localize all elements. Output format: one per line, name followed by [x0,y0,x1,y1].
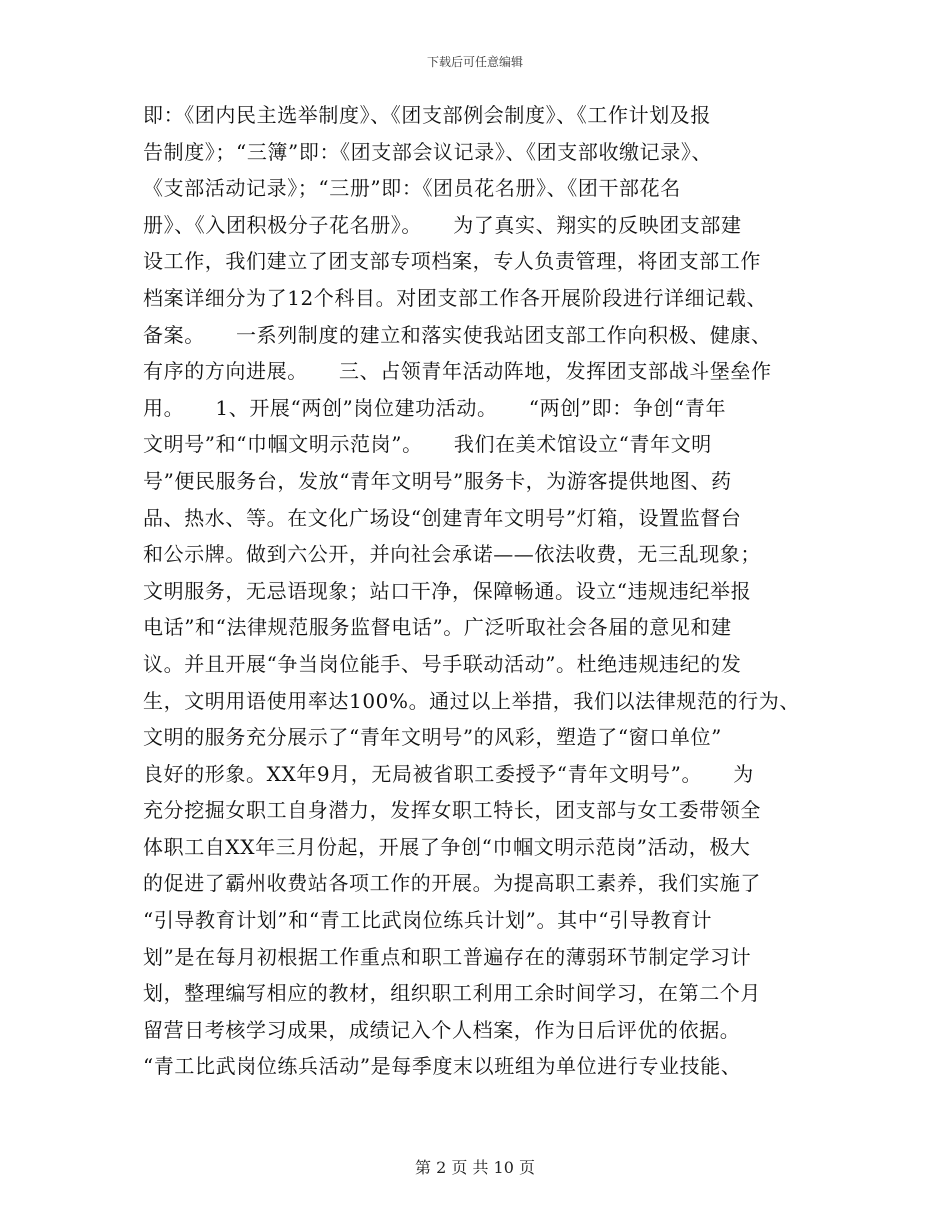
body-text [143,97,813,1085]
text-line: 生，文明用语使用率达100%。通过以上举措，我们以法律规范的行为、 [143,688,800,713]
text-line: 充分挖掘女职工自身潜力，发挥女职工特长，团支部与女工委带领全 [143,798,761,823]
text-line: 用。 1、开展“两创”岗位建功活动。 “两创”即：争创“青年 [143,395,727,420]
text-line: 档案详细分为了12个科目。对团支部工作各开展阶段进行详细记载、 [143,285,768,310]
text-line: “引导教育计划”和“青工比武岗位练兵计划”。其中“引导教育计 [143,908,713,933]
text-line: 文明号”和“巾帼文明示范岗”。 我们在美术馆设立“青年文明 [143,432,712,457]
text-line: 备案。 一系列制度的建立和落实使我站团支部工作向积极、健康、 [143,322,772,347]
text-line: 《支部活动记录》；“三册”即：《团员花名册》、《团干部花名 [143,176,681,201]
text-line: 文明的服务充分展示了“青年文明号”的风彩，塑造了“窗口单位” [143,725,722,750]
text-line: 体职工自XX年三月份起，开展了争创“巾帼文明示范岗”活动，极大 [143,834,751,859]
text-line: 即：《团内民主选举制度》、《团支部例会制度》、《工作计划及报 [143,103,711,127]
text-line: 和公示牌。做到六公开，并向社会承诺——依法收费，无三乱现象； [143,542,761,567]
text-line: 的促进了霸州收费站各项工作的开展。为提高职工素养，我们实施了 [143,871,761,896]
text-line: 电话”和“法律规范服务监督电话”。广泛听取社会各届的意见和建 [143,615,732,640]
text-line: 划，整理编写相应的教材，组织职工利用工余时间学习，在第二个月 [143,981,761,1006]
text-line: 有序的方向进展。 三、占领青年活动阵地，发挥团支部战斗堡垒作 [143,359,772,384]
text-line: 号”便民服务台，发放“青年文明号”服务卡，为游客提供地图、药 [143,468,732,493]
text-line: 告制度》；“三簿”即：《团支部会议记录》、《团支部收缴记录》、 [143,139,713,164]
text-line: 品、热水、等。在文化广场设“创建青年文明号”灯箱，设置监督台 [143,505,742,530]
text-line: 议。并且开展“争当岗位能手、号手联动活动”。杜绝违规违纪的发 [143,651,742,676]
text-line: 良好的形象。XX年9月，无局被省职工委授予“青年文明号”。 为 [143,761,754,786]
text-line: “青工比武岗位练兵活动”是每季度末以班组为单位进行专业技能、 [143,1054,742,1079]
text-line: 留营日考核学习成果，成绩记入个人档案，作为日后评优的依据。 [143,1017,741,1042]
page-header: 下载后可任意编辑 [426,55,523,69]
text-line: 设工作，我们建立了团支部专项档案，专人负责管理，将团支部工作 [143,249,761,274]
text-line: 文明服务，无忌语现象；站口干净，保障畅通。设立“违规违纪举报 [143,578,752,603]
text-line: 册》、《入团积极分子花名册》。 为了真实、翔实的反映团支部建 [143,212,742,237]
page-number: 第 2 页 共 10 页 [415,1158,535,1177]
text-line: 划”是在每月初根据工作重点和职工普遍存在的薄弱环节制定学习计 [143,944,752,969]
